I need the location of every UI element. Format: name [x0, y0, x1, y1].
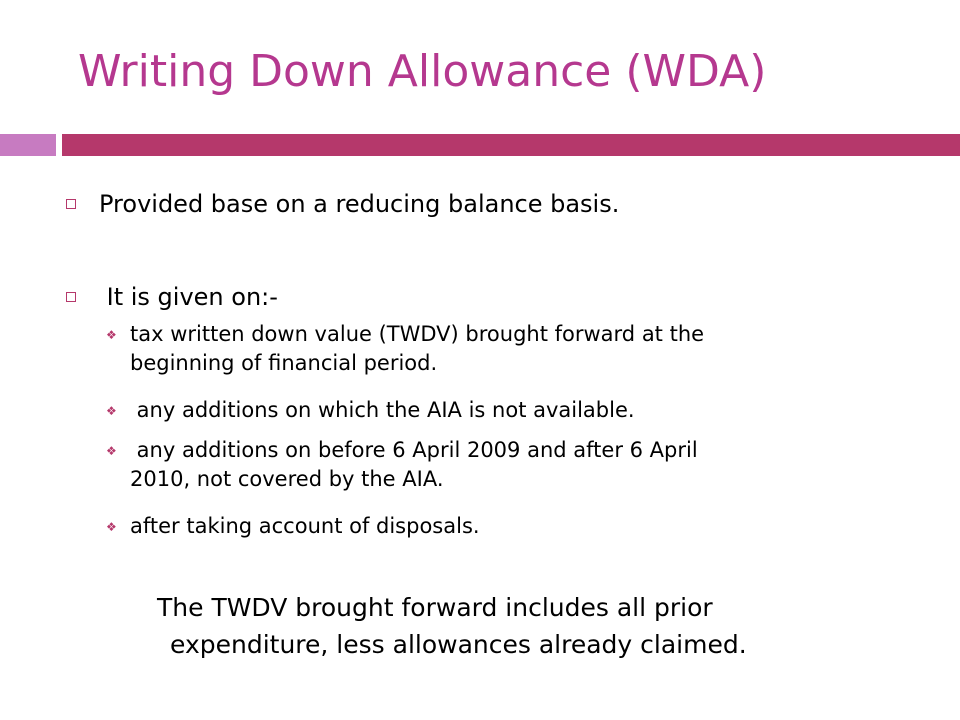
closing-statement-line2: expenditure, less allowances already claimed.: [170, 630, 747, 659]
sub-bullet-text-line2: beginning of financial period.: [130, 351, 438, 375]
diamond-bullet-icon: ❖: [106, 328, 117, 342]
title-accent-bar-left: [0, 134, 56, 156]
diamond-bullet-icon: ❖: [106, 520, 117, 534]
bullet-text: Provided base on a reducing balance basis.: [99, 190, 620, 218]
sub-bullet-text-line1: after taking account of disposals.: [130, 514, 480, 538]
sub-bullet-text-line1: any additions on before 6 April 2009 and after 6 April: [130, 438, 698, 462]
closing-statement-line1: The TWDV brought forward includes all prior: [157, 593, 713, 622]
diamond-bullet-icon: ❖: [106, 444, 117, 458]
square-bullet-icon: [66, 199, 76, 209]
diamond-bullet-icon: ❖: [106, 404, 117, 418]
bullet-text: It is given on:-: [99, 283, 278, 311]
sub-bullet-text-line1: any additions on which the AIA is not available.: [130, 398, 635, 422]
slide-title: Writing Down Allowance (WDA): [78, 46, 767, 97]
title-accent-bar: [62, 134, 960, 156]
square-bullet-icon: [66, 292, 76, 302]
sub-bullet-text-line1: tax written down value (TWDV) brought forward at the: [130, 322, 705, 346]
sub-bullet-text-line2: 2010, not covered by the AIA.: [130, 467, 444, 491]
